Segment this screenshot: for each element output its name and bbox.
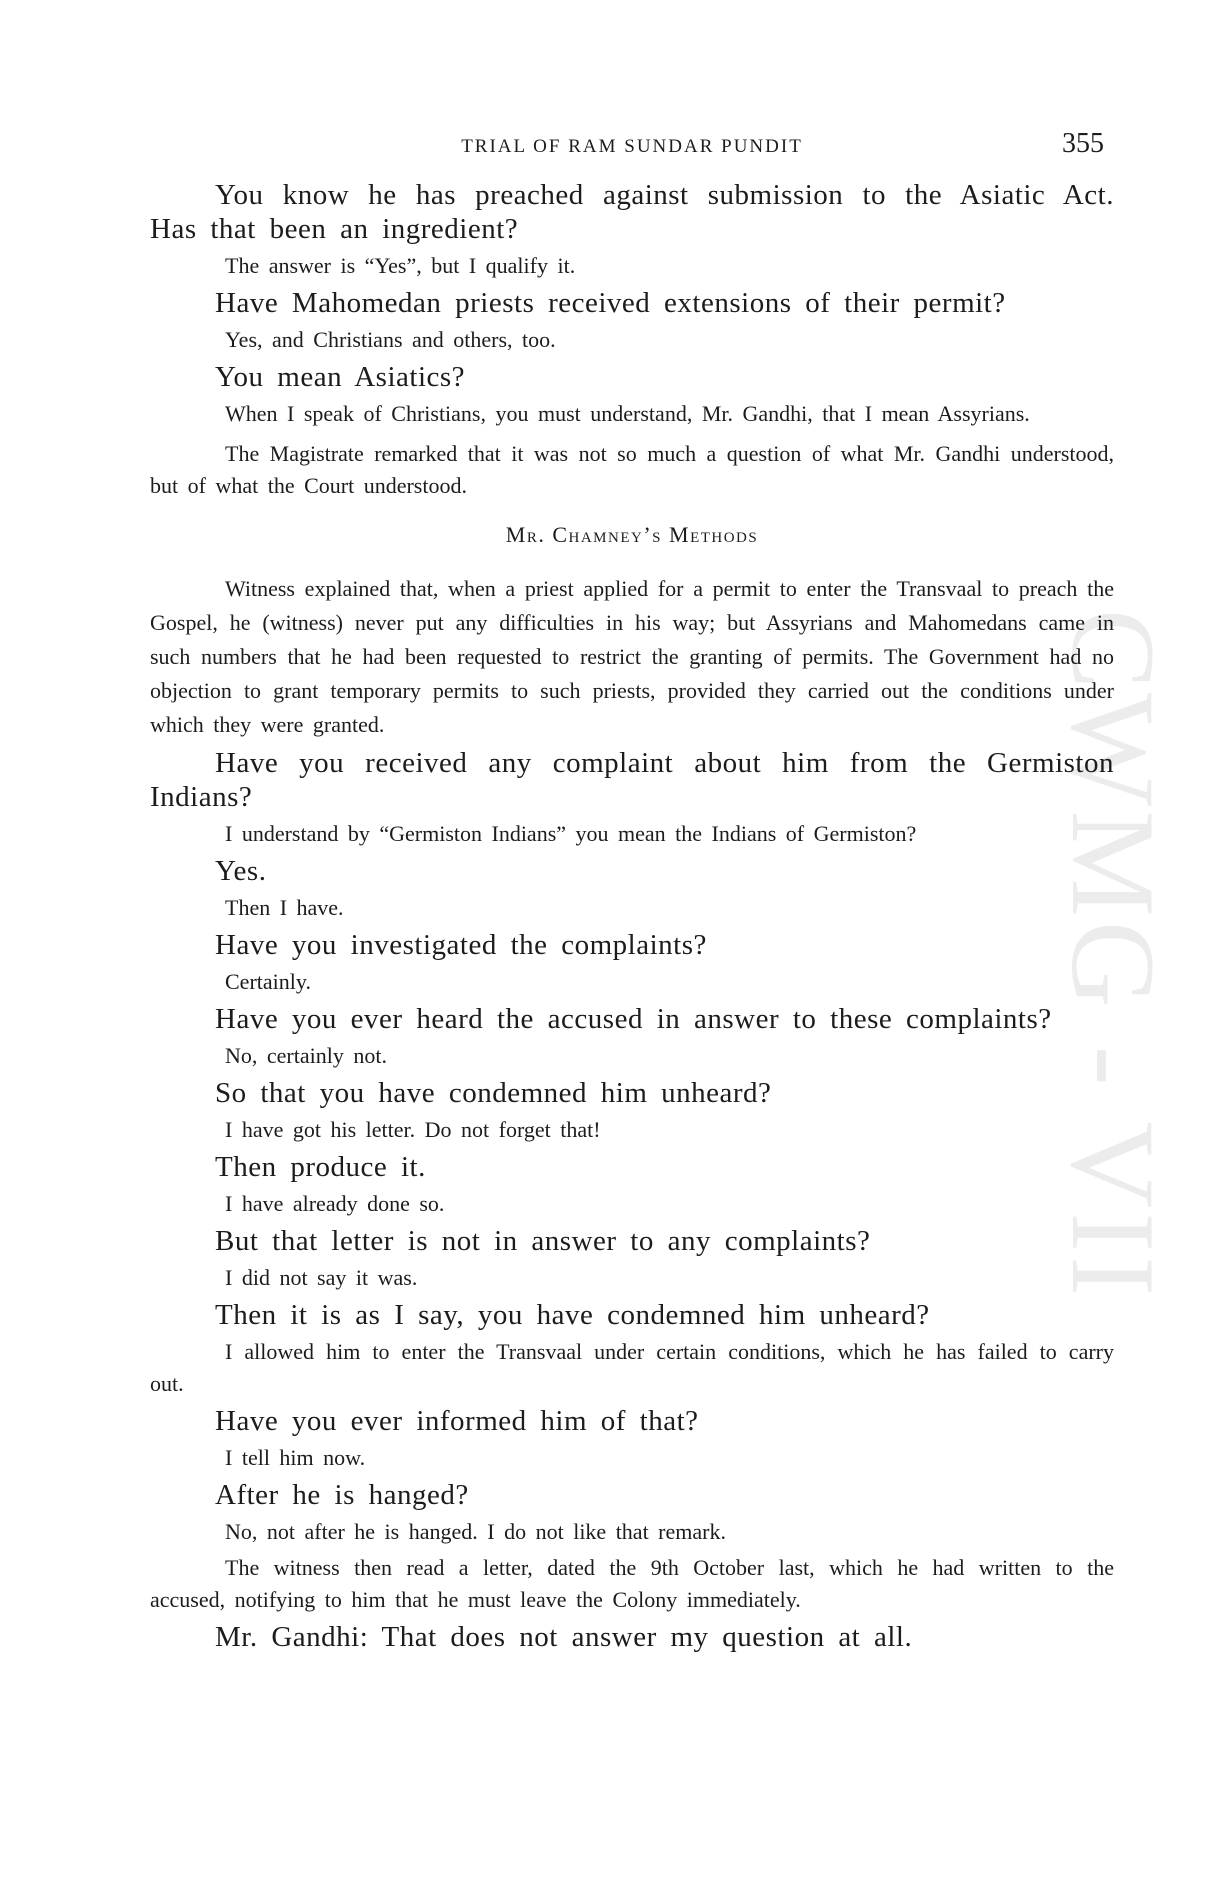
narration-paragraph: The Magistrate remarked that it was not so much a question of what Mr. Gandhi understood, but of what the Court understood.: [150, 441, 1114, 498]
answer: When I speak of Christians, you must understand, Mr. Gandhi, that I mean Assyrians.: [225, 401, 1030, 426]
answer: No, certainly not.: [225, 1043, 387, 1068]
question: Mr. Gandhi: That does not answer my question at all.: [215, 1621, 913, 1653]
running-title: TRIAL OF RAM SUNDAR PUNDIT: [461, 136, 803, 157]
question: You mean Asiatics?: [215, 361, 466, 393]
answer: Certainly.: [225, 969, 311, 994]
book-page: [150, 0, 1114, 1890]
question: Have you ever informed him of that?: [215, 1405, 699, 1437]
question: Have you received any complaint about him from the Germiston Indians?: [150, 747, 1114, 813]
answer: I tell him now.: [225, 1445, 366, 1470]
answer: I allowed him to enter the Transvaal under certain conditions, which he has failed to carry out.: [150, 1339, 1114, 1396]
question: You know he has preached against submission to the Asiatic Act. Has that been an ingredient?: [150, 179, 1114, 245]
question: Then produce it.: [215, 1151, 426, 1183]
question: Have you investigated the complaints?: [215, 929, 707, 961]
question: But that letter is not in answer to any complaints?: [215, 1225, 871, 1257]
page-header: [150, 128, 1114, 168]
page-number: 355: [1062, 128, 1104, 159]
answer: Then I have.: [225, 895, 344, 920]
section-heading: Mr. Chamney’s Methods: [505, 522, 759, 547]
answer: Yes, and Christians and others, too.: [225, 327, 556, 352]
question: Then it is as I say, you have condemned him unheard?: [215, 1299, 930, 1331]
question: Have Mahomedan priests received extensions of their permit?: [215, 287, 1006, 319]
answer: I have got his letter. Do not forget that!: [225, 1117, 601, 1142]
narration-paragraph: Witness explained that, when a priest applied for a permit to enter the Transvaal to preach the Gospel, he (witness) never put any difficulties in his way; but Assyrians and Mahomedans came in such numbers that he had been requested to restrict the granting of permits. The Government had no objection to grant temporary permits to such priests, provided they carried out the conditions under which they were granted.: [150, 576, 1114, 737]
watermark-text: CWMG - VII: [1047, 609, 1180, 1301]
answer: The answer is “Yes”, but I qualify it.: [225, 253, 576, 278]
question: So that you have condemned him unheard?: [215, 1077, 772, 1109]
narration-paragraph: The witness then read a letter, dated the 9th October last, which he had written to the accused, notifying to him that he must leave the Colony immediately.: [150, 1555, 1114, 1612]
question: After he is hanged?: [215, 1479, 469, 1511]
page-body: [150, 178, 1114, 1654]
answer: I did not say it was.: [225, 1265, 418, 1290]
answer: I have already done so.: [225, 1191, 445, 1216]
answer: I understand by “Germiston Indians” you mean the Indians of Germiston?: [225, 821, 917, 846]
answer: No, not after he is hanged. I do not like that remark.: [225, 1519, 726, 1544]
question: Have you ever heard the accused in answer to these complaints?: [215, 1003, 1052, 1035]
question: Yes.: [215, 855, 267, 887]
